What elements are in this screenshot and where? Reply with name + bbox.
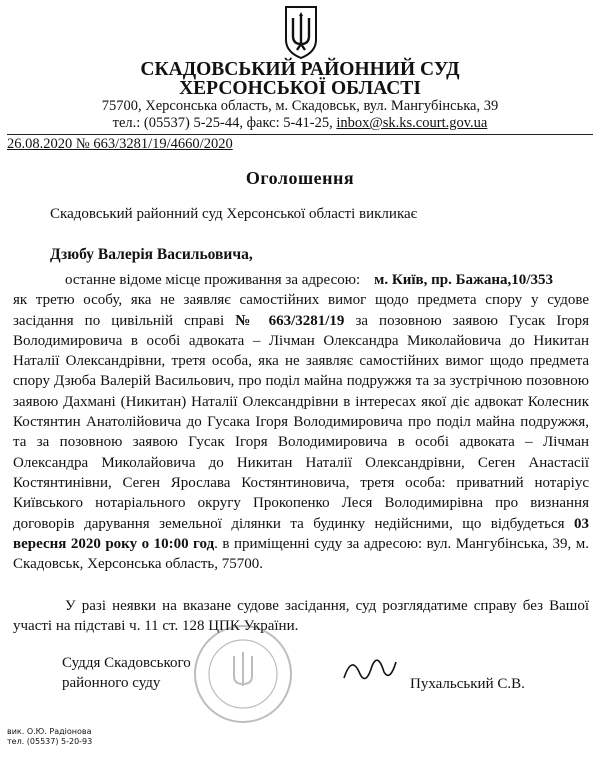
- handwritten-signature: [340, 648, 400, 688]
- executor-phone: тел. (05537) 5-20-93: [7, 737, 93, 746]
- intro-paragraph: Скадовський районний суд Херсонської області викликає: [50, 206, 418, 222]
- judge-position-line1: Суддя Скадовського: [62, 655, 191, 671]
- residence-line: [13, 270, 589, 290]
- judge-name: Пухальський С.В.: [410, 676, 525, 692]
- case-text-3: . в приміщенні суду за адресою: вул. Мангубінська, 39, м. Скадовськ, Херсонська область, 75700.: [13, 535, 590, 573]
- closing-paragraph: У разі неявки на вказане судове засідання, суд розглядатиме справу без Вашої участі на підставі ч. 11 ст. 128 ЦПК України.: [13, 598, 589, 635]
- executor-name: вик. О.Ю. Радіонова: [7, 727, 92, 736]
- header-divider: [7, 134, 593, 135]
- court-name-line1: СКАДОВСЬКИЙ РАЙОННИЙ СУД: [140, 59, 460, 80]
- residence-label: останне відоме місце проживання за адресою:: [65, 272, 361, 288]
- summoned-person-name: Дзюбу Валерія Васильовича,: [50, 246, 253, 263]
- document-reference-number: 26.08.2020 № 663/3281/19/4660/2020: [7, 136, 233, 152]
- residence-address: м. Київ, пр. Бажана,10/353: [374, 272, 553, 288]
- judge-position-line2: районного суду: [62, 675, 161, 691]
- case-paragraph: [13, 290, 589, 574]
- court-phone-fax: тел.: (05537) 5-25-44, факс: 5-41-25,: [112, 115, 337, 131]
- notice-body: [13, 270, 589, 574]
- document-title: Оголошення: [245, 168, 355, 188]
- executor-info: [7, 727, 92, 747]
- court-seal-stamp: [188, 622, 298, 726]
- court-contacts: [0, 115, 600, 132]
- court-address: 75700, Херсонська область, м. Скадовськ, вул. Мангубінська, 39: [101, 98, 499, 114]
- hearing-datetime: 03 вересня 2020 року о 10:00 год: [13, 515, 590, 552]
- trident-coat-of-arms-icon: [283, 4, 319, 60]
- case-text-2: за позовною заявою Гусак Ігоря Володимировича в особі адвоката – Лічман Олександра Миколайовича до Никитан Наталії Олександрівни, третя особа, яка не заявляє самостійних вимог щодо предмета спору Дзюба Валерій Васильович, про поділ майна подружжя та за зустрічною позовною заявою Дахмані (Никитан) Наталії Олександрівни в інтересах якої діє адвокат Колесник Костянтин Анатолійовича до Гусака Ігоря Володимировича про поділ майна подружжя, та за позовною заявою Гусак Ігоря Володимировича в особі адвоката – Лічман Олександра Миколайовича до Никитан Наталії Олександрівни, Сеген Анастасії Костянтинівни, Сеген Ярослава Костянтиновича, третя особа: приватний нотаріус Київського нотаріального округу Прокопенко Леся Володимирівна про визнання договорів дарування земельної ділянки та будинку недійсними, що відбудеться: [13, 312, 590, 532]
- court-email-link[interactable]: inbox@sk.ks.court.gov.ua: [336, 115, 488, 131]
- case-number: № 663/3281/19: [235, 312, 345, 329]
- case-text-1: як третю особу, яка не заявляє самостійних вимог щодо предмета спору у судове засідання по цивільній справі: [13, 292, 589, 329]
- court-name-line2: ХЕРСОНСЬКОЇ ОБЛАСТІ: [179, 78, 421, 99]
